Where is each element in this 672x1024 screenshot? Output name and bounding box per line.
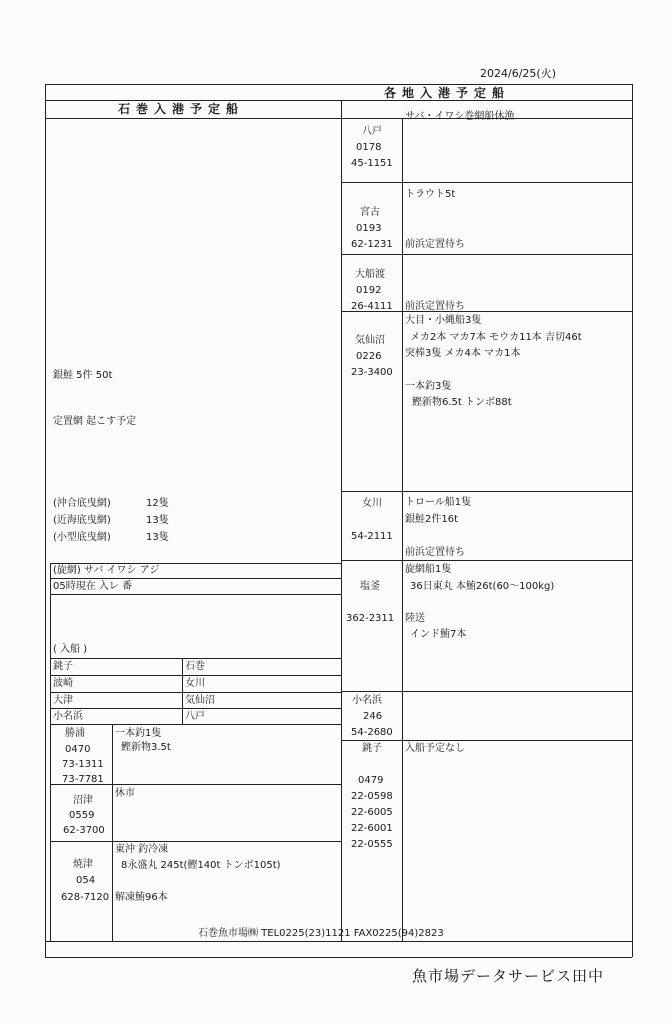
right-line-6 bbox=[341, 691, 632, 692]
right-port-divider bbox=[402, 118, 403, 941]
right-line-5 bbox=[341, 560, 632, 561]
katsuura-phone-2: 73-1311 bbox=[62, 759, 104, 770]
header-line-top bbox=[45, 100, 632, 101]
katsuura-line-1: 一本釣1隻 bbox=[115, 728, 162, 739]
trawl-type-1: (沖合底曳網) bbox=[53, 498, 111, 509]
choshi-phone-1: 0479 bbox=[358, 775, 384, 786]
onahama-phone-2: 54-2680 bbox=[351, 727, 393, 738]
hachinohe-line-1: サバ・イワシ巻網船休漁 bbox=[405, 111, 515, 122]
ofunato-line-1: 前浜定置待ち bbox=[405, 301, 465, 312]
choshi-line-1: 入船予定なし bbox=[405, 743, 465, 754]
table-border-top bbox=[45, 84, 632, 85]
arrival-row-line-3 bbox=[50, 708, 341, 709]
status-time-text: 05時現在 入レ 番 bbox=[53, 581, 133, 592]
header-ishinomaki: 石巻入港予定船 bbox=[118, 102, 245, 116]
shiogama-line-2: 36日東丸 本鮪26t(60～100kg) bbox=[410, 581, 555, 592]
trawl-type-3: (小型底曳網) bbox=[53, 532, 111, 543]
kesennuma-line-4: 一本釣3隻 bbox=[405, 381, 452, 392]
yaizu-line-1: 東沖 釣冷凍 bbox=[115, 844, 169, 855]
arrival-port-left-3: 大津 bbox=[53, 695, 73, 706]
shiogama-line-1: 旋網船1隻 bbox=[405, 564, 452, 575]
arrival-row-line-4 bbox=[50, 724, 341, 725]
shiogama-line-4: インド鮪7本 bbox=[410, 629, 467, 640]
trawl-count-1: 12隻 bbox=[146, 498, 169, 509]
left-port-line-2 bbox=[50, 841, 341, 842]
arrival-port-left-4: 小名浜 bbox=[53, 711, 83, 722]
choshi-phone-2: 22-0598 bbox=[351, 791, 393, 802]
choshi-name: 銚子 bbox=[362, 743, 382, 754]
yaizu-phone-1: 054 bbox=[76, 875, 96, 886]
arrival-port-right-1: 石巻 bbox=[185, 661, 205, 672]
ofunato-phone-1: 0192 bbox=[356, 285, 382, 296]
report-date: 2024/6/25(火) bbox=[480, 67, 556, 80]
arrival-header: ( 入船 ) bbox=[53, 644, 88, 655]
footer-contact: 石巻魚市場㈱ TEL0225(23)1121 FAX0225(94)2823 bbox=[198, 928, 444, 939]
choshi-phone-4: 22-6001 bbox=[351, 823, 393, 834]
teichi-text: 定置網 起こす予定 bbox=[53, 416, 137, 427]
hachinohe-name: 八戸 bbox=[362, 126, 382, 137]
trawl-count-3: 13隻 bbox=[146, 532, 169, 543]
table-border-bottom bbox=[45, 957, 632, 958]
numazu-phone-2: 62-3700 bbox=[63, 825, 105, 836]
onagawa-line-3: 前浜定置待ち bbox=[405, 547, 465, 558]
ginzake-text: 銀鮭 5件 50t bbox=[53, 370, 113, 381]
miyako-line-2: 前浜定置待ち bbox=[405, 239, 465, 250]
kesennuma-name: 気仙沼 bbox=[355, 335, 385, 346]
onahama-name: 小名浜 bbox=[352, 695, 382, 706]
choshi-phone-5: 22-0555 bbox=[351, 839, 393, 850]
left-inner-border bbox=[50, 563, 51, 941]
choshi-phone-3: 22-6005 bbox=[351, 807, 393, 818]
makiami-text: (旋網) サバ イワシ アジ bbox=[53, 565, 160, 576]
ofunato-phone-2: 26-4111 bbox=[351, 301, 393, 312]
trawl-type-2: (近海底曳網) bbox=[53, 515, 111, 526]
kesennuma-line-2: メカ2本 マカ7本 モウカ11本 吉切46t bbox=[410, 332, 582, 343]
arrival-line bbox=[50, 658, 341, 659]
yaizu-line-4: 解凍鮪96本 bbox=[115, 892, 168, 903]
trawl-count-2: 13隻 bbox=[146, 515, 169, 526]
katsuura-phone-1: 0470 bbox=[65, 744, 91, 755]
yaizu-line-2: 8永盛丸 245t(鰹140t トンボ105t) bbox=[121, 860, 281, 871]
shiogama-line-3: 陸送 bbox=[405, 613, 425, 624]
right-line-4 bbox=[341, 491, 632, 492]
hachinohe-phone-1: 0178 bbox=[356, 142, 382, 153]
kesennuma-line-3: 突棒3隻 メカ4本 マカ1本 bbox=[405, 348, 521, 359]
arrival-port-left-2: 波崎 bbox=[53, 678, 73, 689]
arrival-row-line-2 bbox=[50, 692, 341, 693]
katsuura-line-2: 鰹新物3.5t bbox=[121, 742, 171, 753]
hachinohe-phone-2: 45-1151 bbox=[351, 158, 393, 169]
status-line bbox=[50, 578, 341, 579]
katsuura-name: 勝浦 bbox=[65, 728, 85, 739]
arrival-port-left-1: 銚子 bbox=[53, 661, 73, 672]
right-line-7 bbox=[341, 740, 632, 741]
arrival-row-line-1 bbox=[50, 675, 341, 676]
onagawa-phone-1: 54-2111 bbox=[351, 531, 393, 542]
ofunato-name: 大船渡 bbox=[355, 269, 385, 280]
header-regional: 各地入港予定船 bbox=[384, 86, 511, 100]
status-line-bottom bbox=[50, 594, 341, 595]
numazu-phone-1: 0559 bbox=[69, 810, 95, 821]
onagawa-name: 女川 bbox=[362, 498, 382, 509]
miyako-phone-1: 0193 bbox=[356, 223, 382, 234]
table-border-right bbox=[632, 84, 633, 957]
onagawa-line-2: 銀鮭2件16t bbox=[405, 514, 459, 525]
arrival-port-right-2: 女川 bbox=[185, 678, 205, 689]
right-line-1 bbox=[341, 182, 632, 183]
right-line-2 bbox=[341, 254, 632, 255]
kesennuma-line-1: 大目・小縄船3隻 bbox=[405, 315, 482, 326]
yaizu-phone-2: 628-7120 bbox=[61, 892, 110, 903]
yaizu-name: 焼津 bbox=[73, 859, 93, 870]
shiogama-phone-1: 362-2311 bbox=[346, 613, 395, 624]
kesennuma-phone-2: 23-3400 bbox=[351, 367, 393, 378]
arrival-port-right-3: 気仙沼 bbox=[185, 695, 215, 706]
signature-text: 魚市場データサービス田中 bbox=[412, 967, 605, 985]
arrival-divider bbox=[182, 658, 183, 724]
header-line-bottom bbox=[45, 118, 632, 119]
numazu-line-1: 休市 bbox=[115, 788, 135, 799]
katsuura-phone-3: 73-7781 bbox=[62, 774, 104, 785]
onagawa-line-1: トロール船1隻 bbox=[405, 497, 472, 508]
table-border-left bbox=[45, 84, 46, 957]
left-port-divider bbox=[112, 724, 113, 941]
onahama-phone-1: 246 bbox=[363, 711, 383, 722]
center-divider bbox=[341, 100, 342, 941]
footer-line-top bbox=[45, 941, 632, 942]
miyako-name: 宮古 bbox=[360, 207, 380, 218]
numazu-name: 沼津 bbox=[73, 795, 93, 806]
miyako-line-1: トラウト5t bbox=[405, 189, 456, 200]
kesennuma-line-5: 鰹新物6.5t トンボ88t bbox=[412, 397, 512, 408]
miyako-phone-2: 62-1231 bbox=[351, 239, 393, 250]
arrival-port-right-4: 八戸 bbox=[185, 711, 205, 722]
kesennuma-phone-1: 0226 bbox=[356, 351, 382, 362]
shiogama-name: 塩釜 bbox=[360, 581, 380, 592]
